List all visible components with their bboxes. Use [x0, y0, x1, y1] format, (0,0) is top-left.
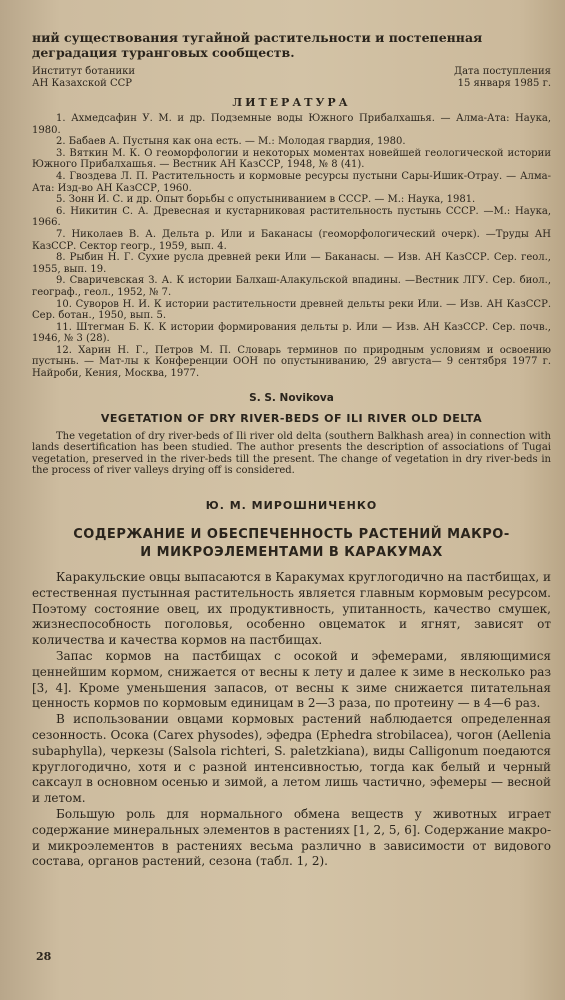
- reference-item: 8. Рыбин Н. Г. Сухие русла древней реки Или — Баканасы. — Изв. АН КазССР. Сер. геол., 1955, вып. 19.: [32, 252, 551, 275]
- affiliation-block: [32, 66, 551, 90]
- received-line-2: 15 января 1985 г.: [457, 78, 551, 89]
- article-title-line-1: СОДЕРЖАНИЕ И ОБЕСПЕЧЕННОСТЬ РАСТЕНИЙ МАКРО-: [73, 527, 510, 543]
- received-date: [454, 66, 551, 90]
- article-title-line-2: И МИКРОЭЛЕМЕНТАМИ В КАРАКУМАХ: [140, 545, 443, 561]
- reference-item: 1. Ахмедсафин У. М. и др. Подземные воды Южного Прибалхашья. — Алма-Ата: Наука, 1980.: [32, 113, 551, 136]
- body-paragraph: Каракульские овцы выпасаются в Каракумах круглогодично на пастбищах, и естественная пустынная растительность является главным кормовым ресурсом. Поэтому состояние овец, их продуктивность, упитанность, качество смушек, жизнеспособность поголовья, особенно овцематок и ягнят, зависят от количества и качества кормов на пастбищах.: [32, 570, 551, 648]
- page-number: 28: [36, 950, 52, 963]
- article-author: Ю. М. МИРОШНИЧЕНКО: [205, 499, 378, 513]
- reference-item: 9. Сваричевская З. А. К истории Балхаш-Алакульской впадины. —Вестник ЛГУ. Сер. биол., географ., геол., 1952, № 7.: [32, 275, 551, 298]
- institute-line-2: АН Казахской ССР: [32, 78, 132, 89]
- reference-item: 10. Суворов Н. И. К истории растительности древней дельты реки Или. — Изв. АН КазССР. Сер. ботан., 1950, вып. 5.: [32, 298, 551, 322]
- reference-item: 5. Зонн И. С. и др. Опыт борьбы с опустыниванием в СССР. — М.: Наука, 1981.: [56, 194, 476, 206]
- institute-line-1: Институт ботаники: [32, 66, 136, 77]
- english-title: VEGETATION OF DRY RIVER-BEDS OF ILI RIVER OLD DELTA: [100, 411, 483, 425]
- body-paragraph: Большую роль для нормального обмена веществ у животных играет содержание минеральных элементов в растениях [1, 2, 5, 6]. Содержание макро- и микроэлементов в растениях весьма различно в зависимости от видового состава, органов растений, сезона (табл. 1, 2).: [32, 806, 551, 869]
- reference-item: 7. Николаев В. А. Дельта р. Или и Баканасы (геоморфологический очерк). —Труды АН КазССР. Сектор геогр., 1959, вып. 4.: [32, 228, 551, 252]
- received-line-1: Дата поступления: [453, 66, 551, 77]
- intro-paragraph: ний существования тугайной растительности и постепенная деградация туранговых сообществ.: [32, 30, 483, 60]
- reference-item: 6. Никитин С. А. Древесная и кустарниковая растительность пустынь СССР. —М.: Наука, 1966.: [32, 205, 551, 229]
- english-author: S. S. Novikova: [249, 391, 334, 404]
- body-paragraph: Запас кормов на пастбищах с осокой и эфемерами, являющимися ценнейшим кормом, снижается от весны к лету и далее к зиме в несколько раз [3, 4]. Кроме уменьшения запасов, от весны к зиме снижается питательная ценность кормов по кормовым единицам в 2—3 раза, по протеину — в 4—6 раз.: [32, 649, 551, 711]
- institute: [32, 66, 135, 90]
- reference-item: 4. Гвоздева Л. П. Растительность и кормовые ресурсы пустыни Сары-Ишик-Отрау. — Алма-Ата: Изд-во АН КазССР, 1960.: [32, 170, 551, 194]
- reference-item: 3. Вяткин М. К. О геоморфологии и некоторых моментах новейшей геологической истории Южного Прибалхашья. — Вестник АН КазССР, 1948, № 8 (41).: [32, 147, 551, 171]
- reference-item: 2. Бабаев А. Пустыня как она есть. — М.: Молодая гвардия, 1980.: [56, 136, 406, 148]
- article-title: [32, 526, 551, 562]
- reference-list: [32, 113, 551, 380]
- reference-item: 12. Харин Н. Г., Петров М. П. Словарь терминов по природным условиям и освоению пустынь. — Мат-лы к Конференции ООН по опустыниванию, 29 августа— 9 сентября 1977 г. Найроби, Кения, Москва, 1977.: [32, 344, 551, 380]
- reference-item: 11. Штегман Б. К. К истории формирования дельты р. Или — Изв. АН КазССР. Сер. почв., 1946, № 3 (28).: [32, 321, 551, 345]
- article-body: [32, 570, 551, 870]
- literature-heading: ЛИТЕРАТУРА: [232, 96, 351, 109]
- english-abstract: The vegetation of dry river-beds of Ili river old delta (southern Balkhash area) in connection with lands desertification has been studied. The author presents the description of associations of Tugai vegetation, preserved in the river-beds till the present. The change of vegetation in dry river-beds in the process of river valleys drying off is considered.: [32, 430, 551, 477]
- body-paragraph: В использовании овцами кормовых растений наблюдается определенная сезонность. Осока (Carex physodes), эфедра (Ephedra strobilacea), чогон (Aellenia subaphylla), черкезы (Salsola richteri, S. paletzkiana), виды Calligonum поедаются круглогодично, хотя и с разной интенсивностью, тогда как белый и черный саксаул в основном осенью и зимой, а летом лишь частично, эфемеры — весной и летом.: [32, 712, 551, 806]
